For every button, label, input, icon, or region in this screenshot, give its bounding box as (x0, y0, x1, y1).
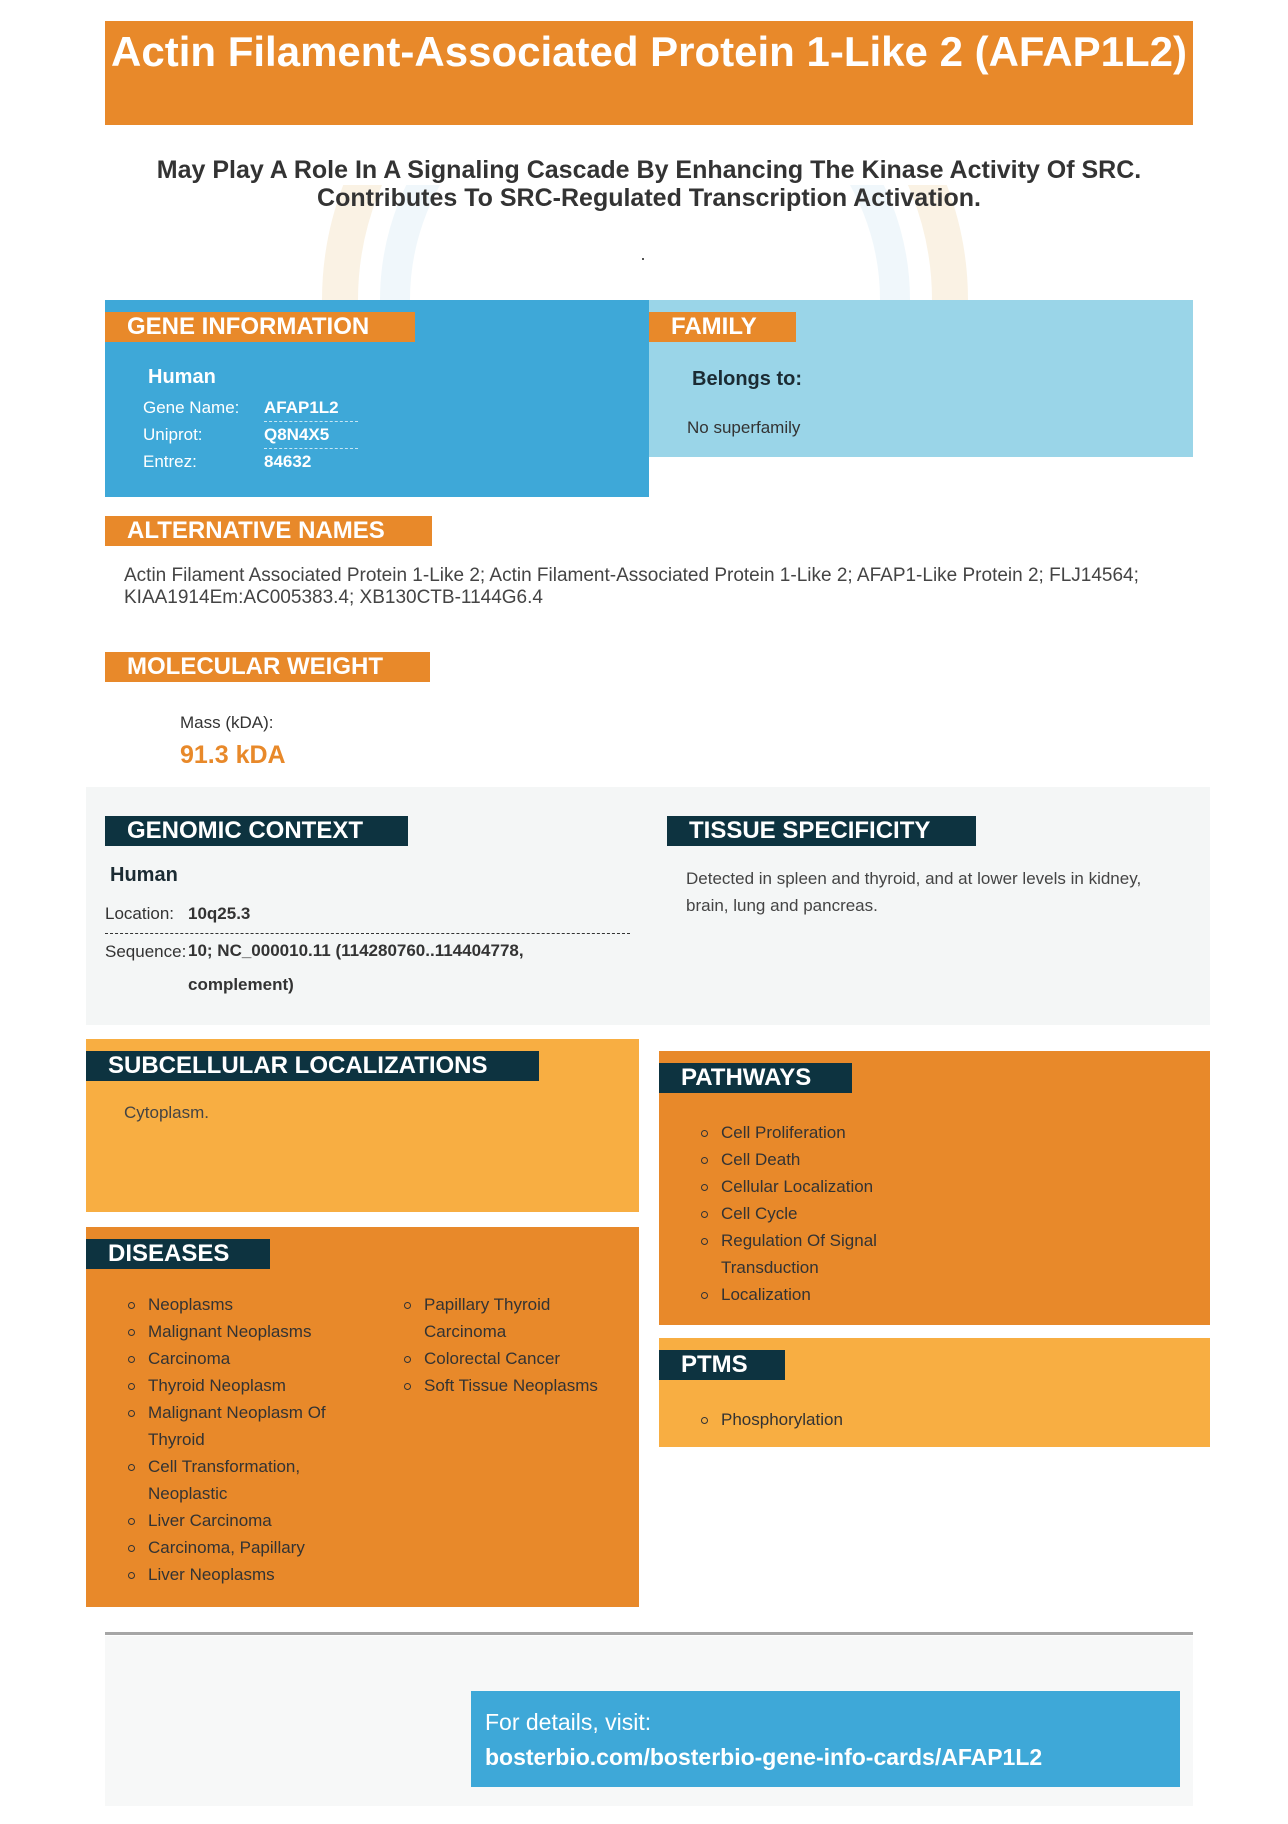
list-item: Liver Neoplasms (126, 1561, 376, 1588)
list-item: Carcinoma, Papillary (126, 1534, 376, 1561)
list-item: Carcinoma (126, 1345, 376, 1372)
pathways-panel (659, 1051, 1210, 1325)
pathways-heading: PATHWAYS (659, 1063, 852, 1093)
page-subtitle: May Play A Role In A Signaling Cascade By Enhancing The Kinase Activity Of SRC. Contributes To SRC-Regulated Transcription Activation. (156, 156, 1142, 212)
entrez-row (143, 449, 363, 476)
location-value: 10q25.3 (188, 904, 251, 923)
list-item: Cellular Localization (699, 1173, 939, 1200)
tissue-specificity-text: Detected in spleen and thyroid, and at lower levels in kidney, brain, lung and pancreas. (686, 869, 1142, 915)
ptms-heading: PTMS (659, 1350, 785, 1380)
mass-value: 91.3 kDA (180, 741, 286, 769)
diseases-heading: DISEASES (86, 1239, 270, 1269)
list-item: Colorectal Cancer (402, 1345, 622, 1372)
list-item: Regulation Of Signal Transduction (699, 1227, 939, 1281)
family-panel (649, 300, 1193, 457)
list-item: Soft Tissue Neoplasms (402, 1372, 622, 1399)
details-link[interactable] (471, 1691, 1180, 1787)
subcellular-panel (86, 1039, 639, 1212)
entrez-value: 84632 (264, 452, 312, 471)
uniprot-value: Q8N4X5 (264, 425, 358, 449)
superfamily-value: No superfamily (687, 418, 801, 437)
gene-species: Human (148, 366, 216, 388)
location-label: Location: (105, 904, 174, 923)
diseases-list-left (126, 1291, 376, 1588)
subcellular-text: Cytoplasm. (124, 1103, 210, 1122)
alternative-names-heading: ALTERNATIVE NAMES (105, 516, 432, 546)
list-item: Thyroid Neoplasm (126, 1372, 376, 1399)
list-item: Cell Death (699, 1146, 939, 1173)
separator-dot (642, 258, 648, 262)
footer-divider (105, 1632, 1193, 1635)
uniprot-row (143, 422, 363, 449)
subcellular-heading: SUBCELLULAR LOCALIZATIONS (86, 1051, 539, 1081)
list-item: Localization (699, 1281, 939, 1308)
list-item: Papillary Thyroid Carcinoma (402, 1291, 622, 1345)
gene-name-value: AFAP1L2 (264, 398, 358, 422)
alternative-names-text: Actin Filament Associated Protein 1-Like 2; Actin Filament-Associated Protein 1-Like 2; AFAP1-Like Protein 2; FLJ14564; KIAA1914Em:AC005383.4; XB130CTB-1144G6.4 (124, 565, 1139, 608)
list-item: Cell Proliferation (699, 1119, 939, 1146)
gene-information-panel (105, 300, 649, 497)
sequence-label: Sequence: (105, 942, 187, 961)
ptms-list (699, 1406, 999, 1433)
tissue-specificity-heading: TISSUE SPECIFICITY (667, 816, 976, 846)
list-item: Malignant Neoplasm Of Thyroid (126, 1399, 376, 1453)
list-item: Liver Carcinoma (126, 1507, 376, 1534)
ptms-panel (659, 1338, 1210, 1447)
pathways-list (699, 1119, 939, 1308)
list-item: Neoplasms (126, 1291, 376, 1318)
gene-information-heading: GENE INFORMATION (105, 312, 415, 342)
list-item: Cell Cycle (699, 1200, 939, 1227)
mass-label: Mass (kDA): (180, 713, 274, 732)
diseases-panel (86, 1227, 639, 1607)
belongs-to-label: Belongs to: (692, 368, 802, 390)
page-title: Actin Filament-Associated Protein 1-Like 2 (AFAP1L2) (105, 21, 1193, 125)
family-heading: FAMILY (649, 312, 796, 342)
genomic-context-heading: GENOMIC CONTEXT (105, 816, 408, 846)
list-item: Cell Transformation, Neoplastic (126, 1453, 376, 1507)
molecular-weight-heading: MOLECULAR WEIGHT (105, 652, 430, 682)
sequence-value: 10; NC_000010.11 (114280760..114404778, complement) (188, 941, 524, 994)
gene-name-row (143, 395, 363, 422)
details-url[interactable]: bosterbio.com/bosterbio-gene-info-cards/AFAP1L2 (485, 1744, 1043, 1770)
uniprot-label: Uniprot: (143, 425, 203, 444)
location-row (105, 896, 630, 934)
list-item: Malignant Neoplasms (126, 1318, 376, 1345)
genomic-species: Human (110, 864, 178, 886)
diseases-list-right (402, 1291, 622, 1399)
details-prefix: For details, visit: (485, 1709, 652, 1735)
list-item: Phosphorylation (699, 1406, 999, 1433)
entrez-label: Entrez: (143, 452, 197, 471)
gene-name-label: Gene Name: (143, 398, 240, 417)
